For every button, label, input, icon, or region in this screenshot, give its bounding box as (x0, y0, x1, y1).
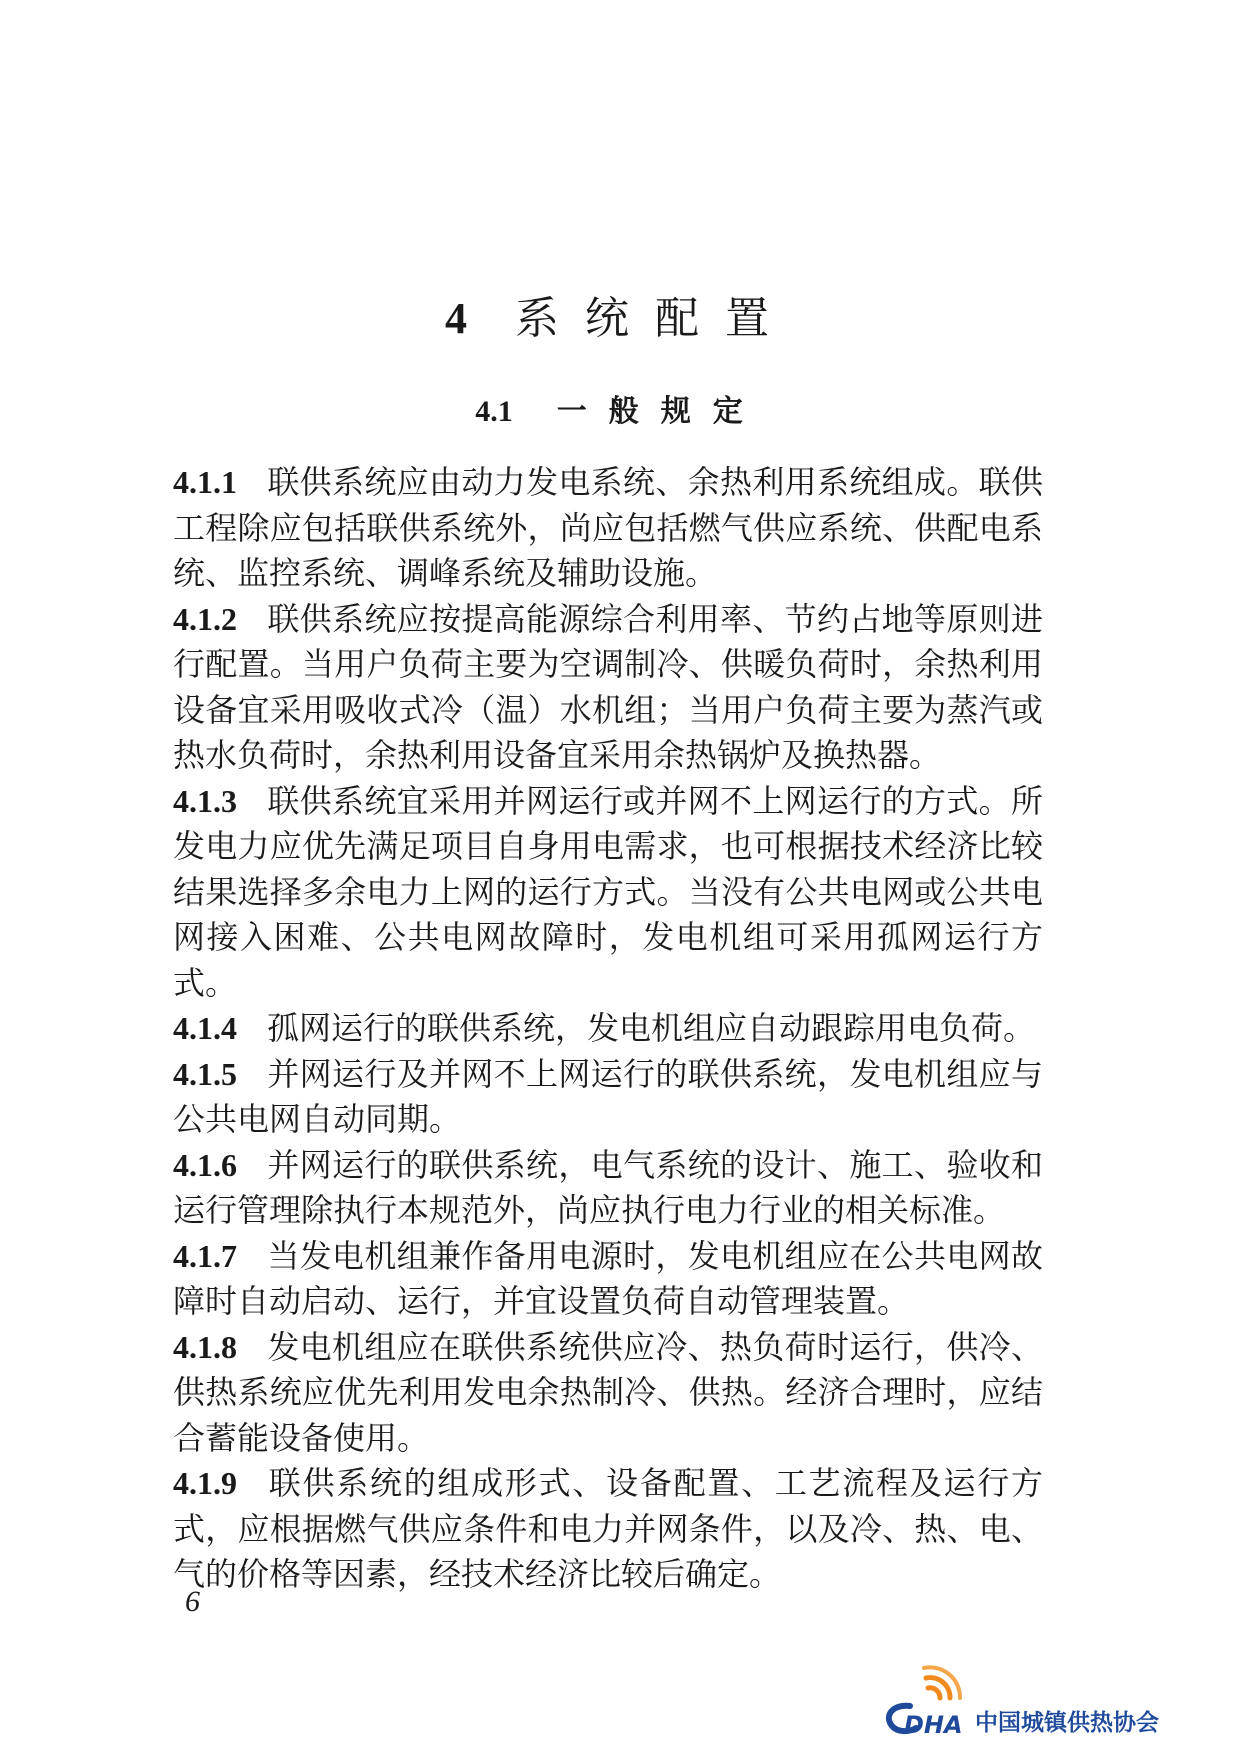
clause-text: 联供系统应按提高能源综合利用率、节约占地等原则进行配置。当用户负荷主要为空调制冷、供暖负荷时，余热利用设备宜采用吸收式冷（温）水机组；当用户负荷主要为蒸汽或热水负荷时，余热利用设备宜采用余热锅炉及换热器。 (173, 599, 1043, 774)
clause-number: 4.1.6 (173, 1146, 237, 1183)
chapter-title: 系统配置 (515, 293, 795, 344)
clause (173, 1143, 1043, 1234)
svg-text:DHA: DHA (904, 1711, 963, 1739)
clause-number: 4.1.5 (173, 1055, 237, 1092)
clause (173, 779, 1043, 1007)
clause-text: 并网运行的联供系统，电气系统的设计、施工、验收和运行管理除执行本规范外，尚应执行电力行业的相关标准。 (173, 1145, 1043, 1229)
clause-text: 发电机组应在联供系统供应冷、热负荷时运行，供冷、供热系统应优先利用发电余热制冷、供热。经济合理时，应结合蓄能设备使用。 (173, 1327, 1043, 1457)
clause (173, 1325, 1043, 1462)
clause-number: 4.1.3 (173, 782, 237, 819)
clause (173, 597, 1043, 779)
chapter-heading (0, 282, 1240, 346)
clause (173, 1006, 1043, 1052)
clause-number: 4.1.9 (173, 1465, 237, 1501)
clause-number: 4.1.4 (173, 1010, 237, 1046)
clause-text: 并网运行及并网不上网运行的联供系统，发电机组应与公共电网自动同期。 (173, 1054, 1043, 1138)
clause-number: 4.1.7 (173, 1237, 237, 1274)
section-number: 4.1 (475, 395, 513, 428)
chapter-number: 4 (445, 294, 467, 343)
clause (173, 460, 1043, 597)
clause-text: 当发电机组兼作备用电源时，发电机组应在公共电网故障时自动启动、运行，并宜设置负荷自动管理装置。 (173, 1236, 1043, 1320)
clause-number: 4.1.1 (173, 464, 237, 500)
clause (173, 1052, 1043, 1143)
clause (173, 1234, 1043, 1325)
clause-list (173, 460, 1043, 1598)
clause-number: 4.1.2 (173, 600, 237, 637)
clause-text: 孤网运行的联供系统，发电机组应自动跟踪用电负荷。 (267, 1009, 1036, 1047)
clause-text: 联供系统的组成形式、设备配置、工艺流程及运行方式，应根据燃气供应条件和电力并网条件，以及冷、热、电、气的价格等因素，经技术经济比较后确定。 (173, 1464, 1043, 1593)
section-title: 一般规定 (556, 394, 765, 429)
cdha-logo (870, 1660, 1210, 1740)
clause-text: 联供系统宜采用并网运行或并网不上网运行的方式。所发电力应优先满足项目自身用电需求，也可根据技术经济比较结果选择多余电力上网的运行方式。当没有公共电网或公共电网接入困难、公共电网故障时，发电机组可采用孤网运行方式。 (173, 781, 1043, 1002)
cdha-emblem-icon (870, 1660, 980, 1740)
section-heading (0, 386, 1240, 430)
page-number: 6 (185, 1585, 200, 1618)
clause (173, 1461, 1043, 1598)
clause-text: 联供系统应由动力发电系统、余热利用系统组成。联供工程除应包括联供系统外，尚应包括燃气供应系统、供配电系统、监控系统、调峰系统及辅助设施。 (173, 463, 1043, 592)
logo-org-name: 中国城镇供热协会 (975, 1710, 1159, 1736)
clause-number: 4.1.8 (173, 1328, 237, 1365)
